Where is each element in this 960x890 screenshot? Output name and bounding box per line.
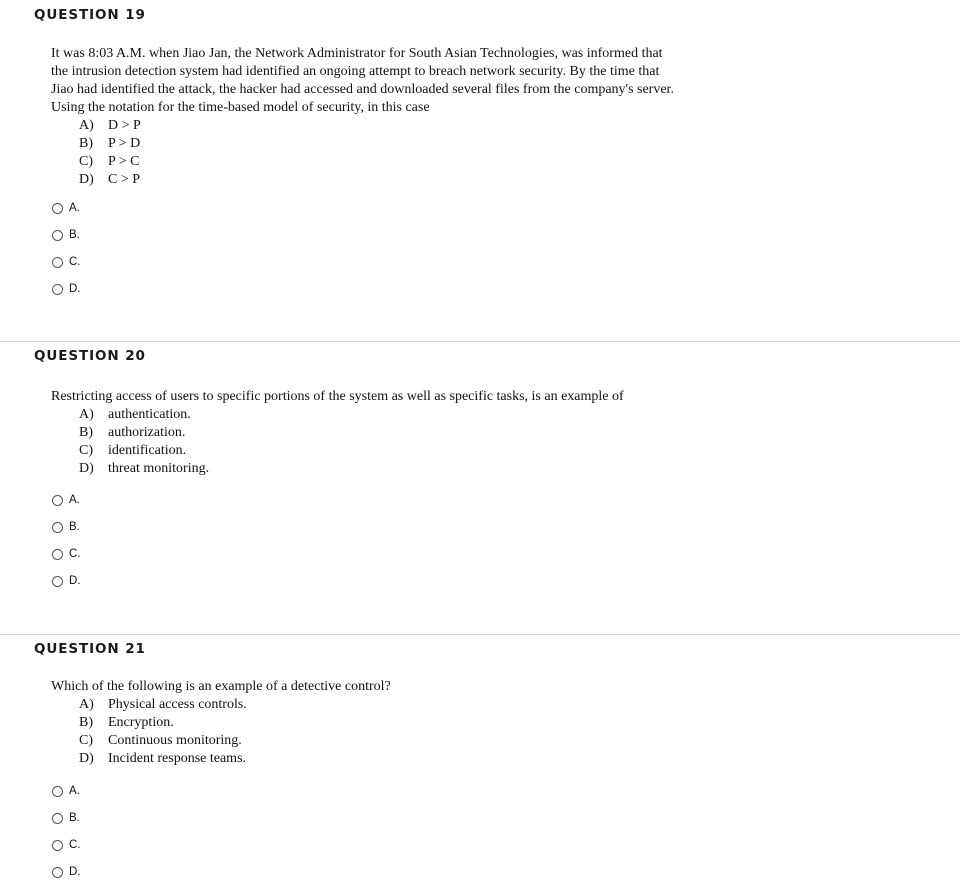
- radio-button[interactable]: [52, 284, 63, 295]
- radio-button[interactable]: [52, 840, 63, 851]
- choice-text: D > P: [108, 118, 141, 133]
- radio-button[interactable]: [52, 786, 63, 797]
- answer-choice: [51, 442, 751, 460]
- choice-text: P > D: [108, 136, 141, 151]
- answer-choice: [51, 117, 751, 135]
- choice-letter: A): [79, 697, 94, 712]
- answer-choice: [51, 732, 751, 750]
- question-stem-line: Which of the following is an example of a detective control?: [51, 679, 391, 694]
- option-b[interactable]: [52, 811, 80, 825]
- choice-letter: C): [79, 443, 93, 458]
- answer-choice: [51, 696, 751, 714]
- choice-text: Incident response teams.: [108, 751, 247, 766]
- choice-letter: A): [79, 407, 94, 422]
- choice-text: C > P: [108, 172, 141, 187]
- question-20-body: [51, 388, 751, 478]
- radio-button[interactable]: [52, 257, 63, 268]
- answer-choice: [51, 424, 751, 442]
- radio-button[interactable]: [52, 495, 63, 506]
- choice-text: Encryption.: [108, 715, 174, 730]
- choice-letter: D): [79, 461, 94, 476]
- option-a[interactable]: [52, 201, 80, 215]
- choice-letter: B): [79, 136, 93, 151]
- option-c[interactable]: [52, 838, 81, 852]
- answer-choices-list: [51, 406, 751, 478]
- option-label: B.: [69, 229, 80, 241]
- radio-button[interactable]: [52, 576, 63, 587]
- question-stem-line: the intrusion detection system had identified an ongoing attempt to breach network security. By the time that: [51, 64, 660, 79]
- choice-text: Continuous monitoring.: [108, 733, 242, 748]
- section-divider: [0, 341, 960, 342]
- option-label: D.: [69, 575, 81, 587]
- choice-letter: D): [79, 751, 94, 766]
- option-a[interactable]: [52, 784, 80, 798]
- option-a[interactable]: [52, 493, 80, 507]
- option-label: C.: [69, 256, 81, 268]
- option-label: D.: [69, 866, 81, 878]
- answer-choice: [51, 153, 751, 171]
- answer-choice: [51, 406, 751, 424]
- radio-button[interactable]: [52, 867, 63, 878]
- option-label: B.: [69, 521, 80, 533]
- radio-button[interactable]: [52, 203, 63, 214]
- question-19-body: [51, 45, 751, 189]
- option-label: A.: [69, 785, 80, 797]
- answer-choice: [51, 135, 751, 153]
- choice-text: authorization.: [108, 425, 186, 440]
- radio-button[interactable]: [52, 522, 63, 533]
- option-b[interactable]: [52, 520, 80, 534]
- radio-button[interactable]: [52, 549, 63, 560]
- section-divider: [0, 634, 960, 635]
- choice-text: P > C: [108, 154, 140, 169]
- choice-letter: D): [79, 172, 94, 187]
- choice-text: identification.: [108, 443, 187, 458]
- question-stem-line: Using the notation for the time-based model of security, in this case: [51, 100, 430, 115]
- answer-choice: [51, 714, 751, 732]
- choice-text: threat monitoring.: [108, 461, 210, 476]
- question-19-heading: QUESTION 19: [34, 7, 146, 23]
- option-label: A.: [69, 494, 80, 506]
- answer-choices-list: [51, 117, 751, 189]
- option-label: B.: [69, 812, 80, 824]
- radio-button[interactable]: [52, 813, 63, 824]
- question-21-heading: QUESTION 21: [34, 641, 146, 657]
- radio-button[interactable]: [52, 230, 63, 241]
- option-d[interactable]: [52, 282, 81, 296]
- answer-choice: [51, 460, 751, 478]
- option-label: C.: [69, 839, 81, 851]
- choice-text: authentication.: [108, 407, 191, 422]
- choice-text: Physical access controls.: [108, 697, 247, 712]
- option-label: C.: [69, 548, 81, 560]
- answer-choices-list: [51, 696, 751, 768]
- option-c[interactable]: [52, 547, 81, 561]
- option-label: D.: [69, 283, 81, 295]
- question-stem-line: It was 8:03 A.M. when Jiao Jan, the Network Administrator for South Asian Technologies, was informed that: [51, 46, 663, 61]
- question-20-heading: QUESTION 20: [34, 348, 146, 364]
- choice-letter: B): [79, 715, 93, 730]
- question-21-body: [51, 678, 751, 768]
- option-b[interactable]: [52, 228, 80, 242]
- option-c[interactable]: [52, 255, 81, 269]
- question-stem-line: Jiao had identified the attack, the hacker had accessed and downloaded several files from the company's server.: [51, 82, 674, 97]
- question-stem-line: Restricting access of users to specific portions of the system as well as specific tasks, is an example of: [51, 389, 624, 404]
- option-d[interactable]: [52, 574, 81, 588]
- choice-letter: A): [79, 118, 94, 133]
- answer-choice: [51, 171, 751, 189]
- option-label: A.: [69, 202, 80, 214]
- choice-letter: B): [79, 425, 93, 440]
- choice-letter: C): [79, 154, 93, 169]
- answer-choice: [51, 750, 751, 768]
- choice-letter: C): [79, 733, 93, 748]
- option-d[interactable]: [52, 865, 81, 879]
